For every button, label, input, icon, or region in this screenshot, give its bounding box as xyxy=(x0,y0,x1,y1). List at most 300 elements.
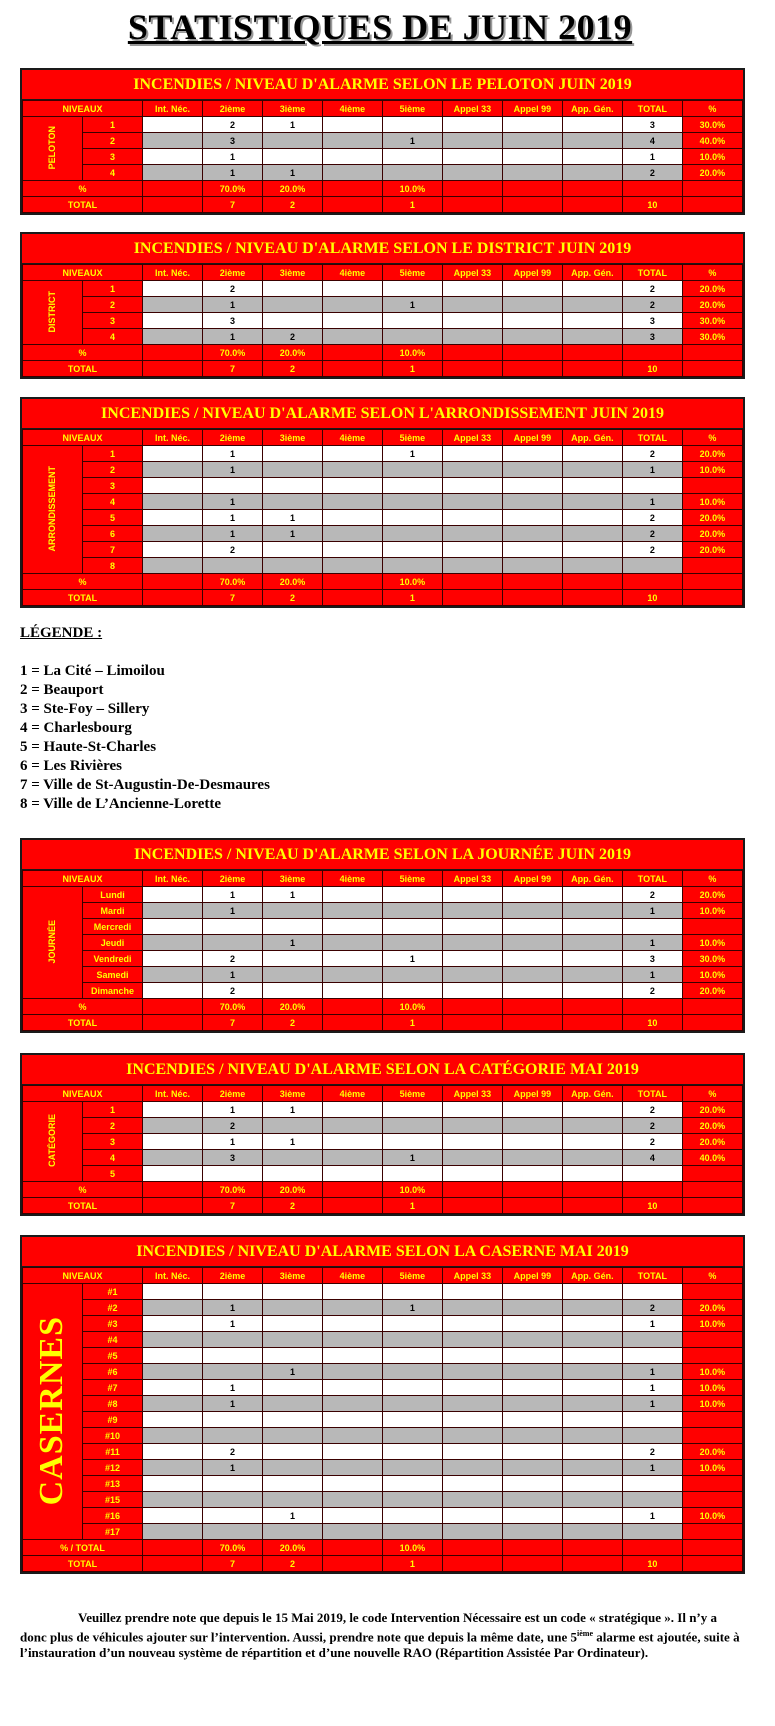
percent-cell: 70.0% xyxy=(202,345,262,361)
data-cell xyxy=(442,526,502,542)
data-cell xyxy=(143,1332,203,1348)
column-header: % xyxy=(682,871,742,887)
data-cell: 1 xyxy=(202,149,262,165)
data-cell xyxy=(322,1348,382,1364)
percent-cell xyxy=(682,181,742,197)
header-niveaux: NIVEAUX xyxy=(23,871,143,887)
total-row xyxy=(23,590,743,606)
data-cell: 2 xyxy=(202,281,262,297)
column-header: App. Gén. xyxy=(562,430,622,446)
row-label: #3 xyxy=(82,1316,142,1332)
data-cell xyxy=(502,1412,562,1428)
side-label-cell xyxy=(23,1284,83,1540)
data-cell xyxy=(202,478,262,494)
data-cell xyxy=(143,1150,203,1166)
data-cell xyxy=(502,1428,562,1444)
percent-cell: 70.0% xyxy=(202,1182,262,1198)
percent-cell xyxy=(562,1540,622,1556)
data-cell xyxy=(262,1284,322,1300)
column-header: Int. Néc. xyxy=(143,871,203,887)
data-cell xyxy=(322,1444,382,1460)
data-cell xyxy=(382,510,442,526)
data-cell: 10.0% xyxy=(682,903,742,919)
data-cell xyxy=(562,1150,622,1166)
row-label: #8 xyxy=(82,1396,142,1412)
percent-cell: 10.0% xyxy=(382,1182,442,1198)
data-cell xyxy=(682,1412,742,1428)
data-cell xyxy=(262,1412,322,1428)
row-label: 3 xyxy=(82,1134,142,1150)
table-row xyxy=(23,1134,743,1150)
data-cell xyxy=(562,1380,622,1396)
data-cell xyxy=(322,951,382,967)
table-row xyxy=(23,1102,743,1118)
table-row xyxy=(23,1396,743,1412)
data-cell xyxy=(143,1364,203,1380)
data-cell xyxy=(202,919,262,935)
row-label: 4 xyxy=(82,494,142,510)
data-cell xyxy=(502,329,562,345)
percent-cell xyxy=(442,999,502,1015)
data-cell xyxy=(502,887,562,903)
data-cell xyxy=(322,1364,382,1380)
table-row xyxy=(23,526,743,542)
total-cell xyxy=(502,197,562,213)
data-cell xyxy=(682,1284,742,1300)
row-label: #13 xyxy=(82,1476,142,1492)
table-row xyxy=(23,542,743,558)
row-label: #15 xyxy=(82,1492,142,1508)
data-cell xyxy=(262,542,322,558)
table-row xyxy=(23,478,743,494)
data-cell xyxy=(442,1508,502,1524)
column-header: 3ième xyxy=(262,1086,322,1102)
data-cell xyxy=(502,935,562,951)
data-cell xyxy=(262,313,322,329)
table-row xyxy=(23,1284,743,1300)
total-cell xyxy=(143,197,203,213)
data-cell xyxy=(382,165,442,181)
percent-cell: 70.0% xyxy=(202,574,262,590)
data-cell xyxy=(202,1508,262,1524)
data-cell xyxy=(682,1348,742,1364)
table-row xyxy=(23,165,743,181)
data-cell xyxy=(143,281,203,297)
data-cell xyxy=(562,165,622,181)
data-cell: 1 xyxy=(202,462,262,478)
column-header: TOTAL xyxy=(622,265,682,281)
data-cell xyxy=(502,297,562,313)
data-cell: 20.0% xyxy=(682,542,742,558)
percent-cell xyxy=(682,999,742,1015)
data-cell xyxy=(382,1428,442,1444)
total-cell xyxy=(682,197,742,213)
data-cell xyxy=(442,1150,502,1166)
data-cell: 3 xyxy=(622,951,682,967)
data-cell: 2 xyxy=(622,542,682,558)
data-cell: 1 xyxy=(202,297,262,313)
data-cell xyxy=(143,967,203,983)
percent-label: % xyxy=(23,181,143,197)
table-row xyxy=(23,1508,743,1524)
data-cell xyxy=(262,1316,322,1332)
data-cell xyxy=(442,1444,502,1460)
data-cell: 20.0% xyxy=(682,297,742,313)
row-label: 6 xyxy=(82,526,142,542)
column-header: 3ième xyxy=(262,101,322,117)
data-cell: 2 xyxy=(622,446,682,462)
row-label: 2 xyxy=(82,462,142,478)
data-cell xyxy=(262,1428,322,1444)
data-cell xyxy=(442,1396,502,1412)
data-cell: 3 xyxy=(202,133,262,149)
data-cell: 1 xyxy=(262,1364,322,1380)
data-cell: 2 xyxy=(622,1102,682,1118)
header-row xyxy=(23,430,743,446)
column-header: Appel 33 xyxy=(442,1086,502,1102)
data-cell: 10.0% xyxy=(682,967,742,983)
data-cell xyxy=(502,133,562,149)
data-cell xyxy=(622,1412,682,1428)
data-cell xyxy=(622,919,682,935)
legend-item: 8 = Ville de L’Ancienne-Lorette xyxy=(20,796,222,812)
column-header: 5ième xyxy=(382,871,442,887)
data-cell xyxy=(502,983,562,999)
data-cell xyxy=(262,1396,322,1412)
column-header: App. Gén. xyxy=(562,265,622,281)
data-cell xyxy=(682,1428,742,1444)
total-row xyxy=(23,1556,743,1572)
table-row xyxy=(23,462,743,478)
percent-cell xyxy=(682,345,742,361)
percent-cell xyxy=(143,999,203,1015)
data-cell xyxy=(622,1348,682,1364)
data-cell: 1 xyxy=(202,1316,262,1332)
data-cell: 1 xyxy=(202,446,262,462)
row-label: Dimanche xyxy=(82,983,142,999)
data-cell xyxy=(143,494,203,510)
data-cell xyxy=(143,983,203,999)
total-cell: 7 xyxy=(202,1015,262,1031)
percent-cell xyxy=(143,181,203,197)
column-header: 5ième xyxy=(382,101,442,117)
data-cell xyxy=(442,165,502,181)
total-cell xyxy=(442,1556,502,1572)
data-cell: 2 xyxy=(202,117,262,133)
table-title: INCENDIES / NIVEAU D'ALARME SELON LE PELOTON JUIN 2019 xyxy=(22,70,743,100)
row-label: #2 xyxy=(82,1300,142,1316)
data-table xyxy=(22,1085,743,1214)
data-cell xyxy=(442,951,502,967)
data-cell xyxy=(322,297,382,313)
data-cell: 2 xyxy=(262,329,322,345)
table-row xyxy=(23,1166,743,1182)
total-cell: 1 xyxy=(382,1015,442,1031)
percent-cell xyxy=(622,1182,682,1198)
data-cell xyxy=(322,494,382,510)
data-cell xyxy=(322,462,382,478)
table-row xyxy=(23,149,743,165)
data-cell: 2 xyxy=(202,1444,262,1460)
data-cell xyxy=(502,558,562,574)
percent-cell: 10.0% xyxy=(382,181,442,197)
data-cell xyxy=(502,462,562,478)
data-cell xyxy=(322,1316,382,1332)
data-cell xyxy=(502,1460,562,1476)
column-header: % xyxy=(682,265,742,281)
data-cell xyxy=(562,1492,622,1508)
row-label: 1 xyxy=(82,117,142,133)
data-cell: 1 xyxy=(622,1508,682,1524)
data-cell xyxy=(562,149,622,165)
total-cell xyxy=(562,361,622,377)
total-cell: 2 xyxy=(262,1015,322,1031)
data-cell xyxy=(322,281,382,297)
data-cell xyxy=(382,313,442,329)
total-cell xyxy=(322,590,382,606)
percent-cell xyxy=(502,345,562,361)
data-cell xyxy=(143,1412,203,1428)
table-journee xyxy=(20,838,745,1033)
total-cell xyxy=(143,1556,203,1572)
data-cell xyxy=(562,983,622,999)
data-cell xyxy=(562,1428,622,1444)
header-row xyxy=(23,265,743,281)
percent-cell xyxy=(622,999,682,1015)
table-row xyxy=(23,494,743,510)
data-cell: 30.0% xyxy=(682,313,742,329)
total-cell: 2 xyxy=(262,1198,322,1214)
total-cell xyxy=(322,197,382,213)
data-cell xyxy=(202,1348,262,1364)
data-cell xyxy=(502,1332,562,1348)
data-cell xyxy=(382,1118,442,1134)
data-cell xyxy=(262,1300,322,1316)
data-cell xyxy=(382,1396,442,1412)
percent-cell: 20.0% xyxy=(262,1540,322,1556)
data-cell: 40.0% xyxy=(682,133,742,149)
data-cell xyxy=(322,558,382,574)
data-cell xyxy=(562,313,622,329)
data-table xyxy=(22,264,743,377)
data-cell: 20.0% xyxy=(682,887,742,903)
data-cell xyxy=(143,1444,203,1460)
data-cell xyxy=(442,117,502,133)
data-cell: 2 xyxy=(202,542,262,558)
data-cell xyxy=(382,462,442,478)
data-cell xyxy=(622,1428,682,1444)
table-row xyxy=(23,446,743,462)
percent-cell xyxy=(562,1182,622,1198)
total-cell xyxy=(682,590,742,606)
data-cell xyxy=(562,951,622,967)
percent-cell xyxy=(322,345,382,361)
data-cell: 2 xyxy=(622,1118,682,1134)
data-cell xyxy=(502,1380,562,1396)
table-row xyxy=(23,329,743,345)
data-cell xyxy=(322,117,382,133)
table-row xyxy=(23,133,743,149)
data-cell xyxy=(622,1332,682,1348)
data-cell xyxy=(262,558,322,574)
row-label: 1 xyxy=(82,446,142,462)
data-cell: 2 xyxy=(622,281,682,297)
data-cell xyxy=(502,1316,562,1332)
column-header: TOTAL xyxy=(622,1268,682,1284)
data-cell: 1 xyxy=(262,510,322,526)
table-title: INCENDIES / NIVEAU D'ALARME SELON LA CASERNE MAI 2019 xyxy=(22,1237,743,1267)
column-header: % xyxy=(682,430,742,446)
total-cell xyxy=(682,1198,742,1214)
data-cell: 1 xyxy=(622,462,682,478)
data-cell xyxy=(143,297,203,313)
data-cell xyxy=(262,903,322,919)
data-cell xyxy=(382,542,442,558)
data-cell xyxy=(562,935,622,951)
data-cell xyxy=(322,542,382,558)
data-cell xyxy=(262,1476,322,1492)
side-label-cell xyxy=(23,1102,83,1182)
row-label: Lundi xyxy=(82,887,142,903)
data-cell: 1 xyxy=(382,133,442,149)
total-label: TOTAL xyxy=(23,1015,143,1031)
percent-cell: 10.0% xyxy=(382,999,442,1015)
data-cell xyxy=(442,478,502,494)
total-cell: 7 xyxy=(202,590,262,606)
data-cell: 1 xyxy=(202,494,262,510)
data-cell xyxy=(502,1348,562,1364)
data-cell xyxy=(502,1524,562,1540)
data-cell xyxy=(442,329,502,345)
column-header: Appel 99 xyxy=(502,1268,562,1284)
data-cell xyxy=(322,967,382,983)
data-cell xyxy=(382,117,442,133)
row-label: 7 xyxy=(82,542,142,558)
table-row xyxy=(23,297,743,313)
data-cell xyxy=(382,329,442,345)
data-cell: 1 xyxy=(622,1460,682,1476)
data-cell xyxy=(442,510,502,526)
data-cell xyxy=(502,1118,562,1134)
row-label: Samedi xyxy=(82,967,142,983)
data-cell: 1 xyxy=(202,1102,262,1118)
column-header: 5ième xyxy=(382,1268,442,1284)
data-cell xyxy=(562,1348,622,1364)
data-cell: 3 xyxy=(202,1150,262,1166)
data-cell xyxy=(262,149,322,165)
table-peloton xyxy=(20,68,745,215)
data-cell xyxy=(382,1332,442,1348)
data-cell xyxy=(143,165,203,181)
data-cell xyxy=(562,1396,622,1412)
data-cell xyxy=(322,1150,382,1166)
data-cell xyxy=(442,133,502,149)
data-cell: 1 xyxy=(202,510,262,526)
percent-cell xyxy=(562,999,622,1015)
row-label: #10 xyxy=(82,1428,142,1444)
data-cell xyxy=(262,1332,322,1348)
side-label: CASERNES xyxy=(33,1315,71,1506)
data-cell xyxy=(502,1300,562,1316)
data-cell xyxy=(502,967,562,983)
column-header: Int. Néc. xyxy=(143,430,203,446)
legend-item: 4 = Charlesbourg xyxy=(20,720,132,736)
column-header: Int. Néc. xyxy=(143,1086,203,1102)
total-cell xyxy=(562,1556,622,1572)
data-cell: 3 xyxy=(202,313,262,329)
table-row xyxy=(23,983,743,999)
column-header: 4ième xyxy=(322,430,382,446)
data-cell: 1 xyxy=(202,967,262,983)
total-cell xyxy=(682,1015,742,1031)
table-row xyxy=(23,1118,743,1134)
data-cell: 4 xyxy=(622,1150,682,1166)
data-cell xyxy=(382,967,442,983)
column-header: % xyxy=(682,1268,742,1284)
data-cell xyxy=(382,281,442,297)
row-label: 3 xyxy=(82,313,142,329)
data-cell xyxy=(322,165,382,181)
data-cell: 1 xyxy=(202,1134,262,1150)
data-cell: 2 xyxy=(622,510,682,526)
total-cell: 10 xyxy=(622,1198,682,1214)
percent-cell: 70.0% xyxy=(202,181,262,197)
data-cell: 2 xyxy=(622,1134,682,1150)
side-label: ARRONDISSEMENT xyxy=(47,465,58,552)
data-cell xyxy=(382,1102,442,1118)
data-cell: 20.0% xyxy=(682,1444,742,1460)
data-cell xyxy=(562,1134,622,1150)
data-cell xyxy=(143,887,203,903)
percent-cell xyxy=(622,181,682,197)
data-cell xyxy=(322,1118,382,1134)
column-header: TOTAL xyxy=(622,1086,682,1102)
percent-cell xyxy=(682,1540,742,1556)
total-cell: 1 xyxy=(382,197,442,213)
side-label-cell xyxy=(23,887,83,999)
data-cell xyxy=(562,1300,622,1316)
data-cell xyxy=(143,935,203,951)
data-cell: 1 xyxy=(262,117,322,133)
total-cell xyxy=(502,1198,562,1214)
data-cell: 1 xyxy=(202,165,262,181)
data-cell: 10.0% xyxy=(682,494,742,510)
data-cell: 20.0% xyxy=(682,983,742,999)
data-cell xyxy=(442,558,502,574)
column-header: App. Gén. xyxy=(562,1086,622,1102)
side-label-cell xyxy=(23,117,83,181)
data-cell xyxy=(562,478,622,494)
data-cell xyxy=(562,558,622,574)
header-row xyxy=(23,101,743,117)
column-header: Appel 33 xyxy=(442,101,502,117)
data-cell xyxy=(202,1412,262,1428)
column-header: App. Gén. xyxy=(562,871,622,887)
data-cell: 1 xyxy=(622,903,682,919)
column-header: Appel 33 xyxy=(442,871,502,887)
data-cell xyxy=(562,1364,622,1380)
column-header: 2ième xyxy=(202,1086,262,1102)
column-header: Appel 99 xyxy=(502,430,562,446)
data-cell xyxy=(442,1492,502,1508)
data-cell xyxy=(442,462,502,478)
data-cell xyxy=(262,281,322,297)
data-cell xyxy=(143,1300,203,1316)
data-cell xyxy=(502,1284,562,1300)
table-title: INCENDIES / NIVEAU D'ALARME SELON LA CATÉGORIE MAI 2019 xyxy=(22,1055,743,1085)
data-cell xyxy=(382,1380,442,1396)
data-cell xyxy=(442,297,502,313)
